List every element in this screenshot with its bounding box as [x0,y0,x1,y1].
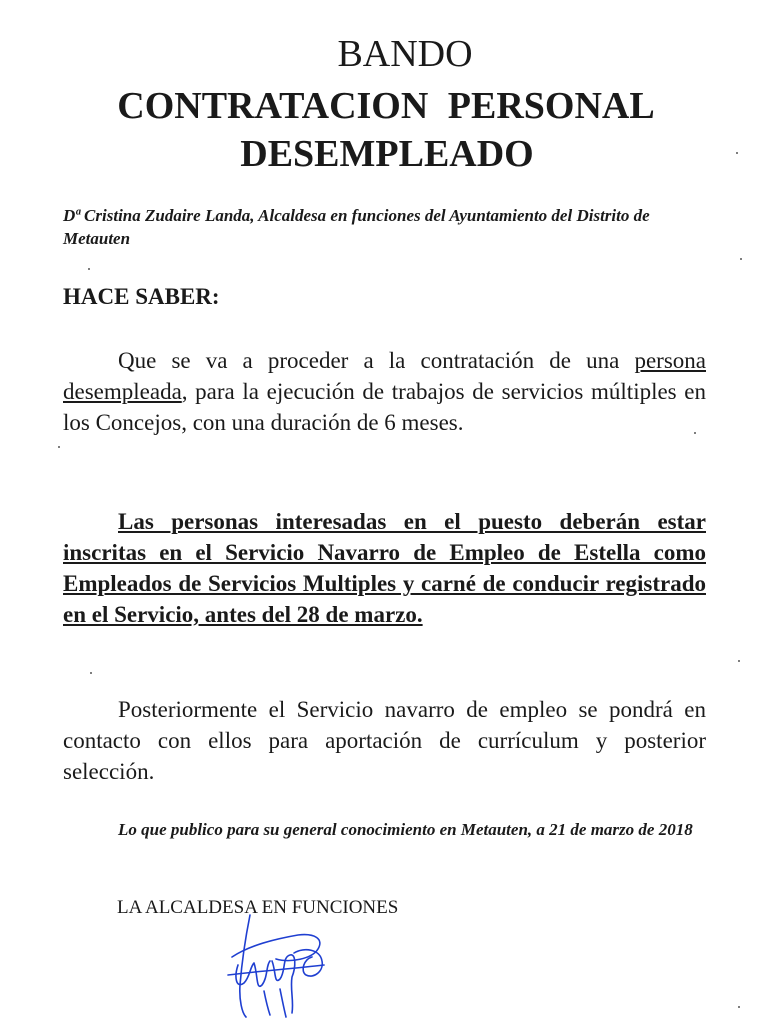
signer-title: LA ALCALDESA EN FUNCIONES [117,897,399,918]
scan-speck [736,152,738,154]
scan-speck [58,446,60,448]
paragraph-job-offer-underlined: persona desempleada [63,348,706,404]
paragraph-requirements: Las personas interesadas en el puesto deberán estar inscritas en el Servicio Navarro de Empleo de Estella como Empleados de Servicios Multiples y carné de conducir registrado en el Servicio, antes del 28 de marzo. [63,509,706,627]
hace-saber-heading: HACE SABER: [63,284,220,309]
scan-speck [694,432,696,434]
document-title-line3: DESEMPLEADO [240,133,534,175]
issuer-statement: Dª Cristina Zudaire Landa, Alcaldesa en funciones del Ayuntamiento del Distrito de Metauten [63,206,650,248]
paragraph-next-steps: Posteriormente el Servicio navarro de empleo se pondrá en contacto con ellos para aportación de currículum y posterior selección. [63,697,706,784]
paragraph-job-offer-end: , para la ejecución de trabajos de servicios múltiples en los Concejos, con una duración de 6 meses. [63,379,706,435]
paragraph-job-offer-start: Que se va a proceder a la contratación de una [118,348,635,373]
paragraph-job-offer [63,345,706,438]
document-title-line2: CONTRATACION PERSONAL [117,85,655,127]
scan-speck [738,1006,740,1008]
scan-speck [88,268,90,270]
closing-statement: Lo que publico para su general conocimiento en Metauten, a 21 de marzo de 2018 [118,820,693,839]
scan-speck [740,258,742,260]
handwritten-signature [220,905,340,1023]
scan-speck [90,672,92,674]
scan-speck [738,660,740,662]
document-title-bando: BANDO [337,33,473,75]
